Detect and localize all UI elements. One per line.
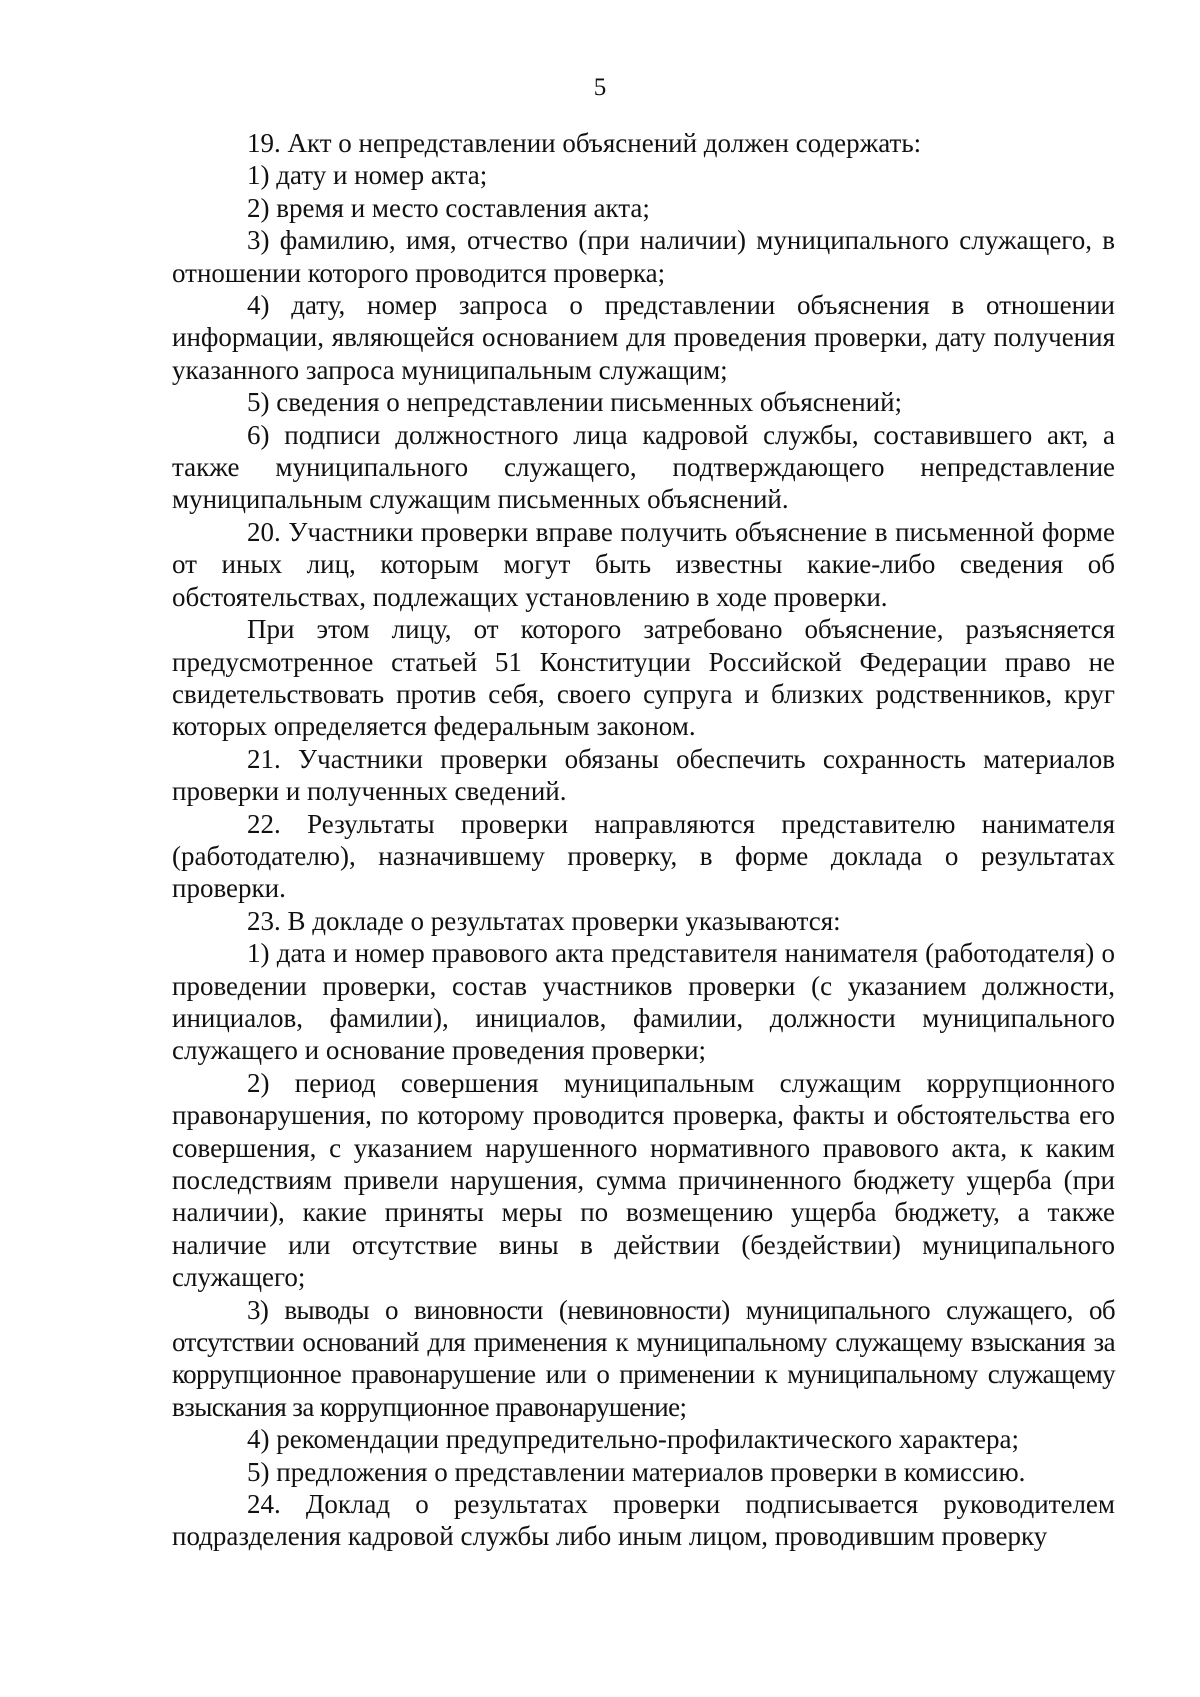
paragraph-item-20: 20. Участники проверки вправе получить объяснение в письменной форме от иных лиц, которым могут быть известны какие-либо сведения об обстоятельствах, подлежащих установлению в ходе проверки. (172, 516, 1115, 612)
paragraph-item-21: 21. Участники проверки обязаны обеспечить сохранность материалов проверки и полученных сведений. (172, 743, 1115, 807)
paragraph-subitem-4: 4) рекомендации предупредительно-профилактического характера; (247, 1424, 1020, 1455)
paragraph-subitem-6: 6) подписи должностного лица кадровой службы, составившего акт, а также муниципального служащего, подтверждающего непредставление муниципальным служащим письменных объяснений. (172, 419, 1115, 515)
paragraph-subitem-4: 4) дату, номер запроса о представлении объяснения в отношении информации, являющейся основанием для проведения проверки, дату получения указанного запроса муниципальным служащим; (172, 290, 1115, 385)
paragraph-item-24: 24. Доклад о результатах проверки подписывается руководителем подразделения кадровой службы либо иным лицом, проводившим проверку (172, 1489, 1115, 1552)
document-body (172, 127, 1115, 1553)
page-number: 5 (593, 74, 607, 101)
paragraph-item-19: 19. Акт о непредставлении объяснений должен содержать: (247, 128, 922, 158)
paragraph-subitem-2: 2) время и место составления акта; (247, 192, 650, 223)
paragraph-subitem-5: 5) сведения о непредставлении письменных объяснений; (247, 387, 903, 418)
paragraph-subitem-3: 3) фамилию, имя, отчество (при наличии) муниципального служащего, в отношении которого проводится проверка; (172, 225, 1115, 288)
paragraph-item-23: 23. В докладе о результатах проверки указываются: (247, 905, 841, 936)
paragraph-item-22: 22. Результаты проверки направляются представителю нанимателя (работодателю), назначившему проверку, в форме доклада о результатах проверки. (172, 808, 1115, 904)
paragraph-subitem-1: 1) дату и номер акта; (247, 160, 488, 191)
paragraph-subitem-3: 3) выводы о виновности (невиновности) муниципального служащего, об отсутствии оснований для применения к муниципальному служащему взыскания за коррупционное правонарушение или о применении к муниципальному служащему взыскания за коррупционное правонарушение; (172, 1294, 1115, 1422)
paragraph-subitem-5: 5) предложения о представлении материалов проверки в комиссию. (247, 1456, 1026, 1487)
paragraph-subitem-2: 2) период совершения муниципальным служащим коррупционного правонарушения, по которому проводится проверка, факты и обстоятельства его совершения, с указанием нарушенного нормативного правового акта, к каким последствиям привели нарушения, сумма причиненного бюджету ущерба (при наличии), какие приняты меры по возмещению ущерба бюджету, а также наличие или отсутствие вины в действии (бездействии) муниципального служащего; (172, 1067, 1115, 1293)
paragraph-subitem-1: 1) дата и номер правового акта представителя нанимателя (работодателя) о проведении проверки, состав участников проверки (с указанием должности, инициалов, фамилии), инициалов, фамилии, должности муниципального служащего и основание проведения проверки; (172, 938, 1115, 1066)
paragraph-item-20-continuation: При этом лицу, от которого затребовано объяснение, разъясняется предусмотренное статьей 51 Конституции Российской Федерации право не свидетельствовать против себя, своего супруга и близких родственников, круг которых определяется федеральным законом. (172, 614, 1115, 742)
